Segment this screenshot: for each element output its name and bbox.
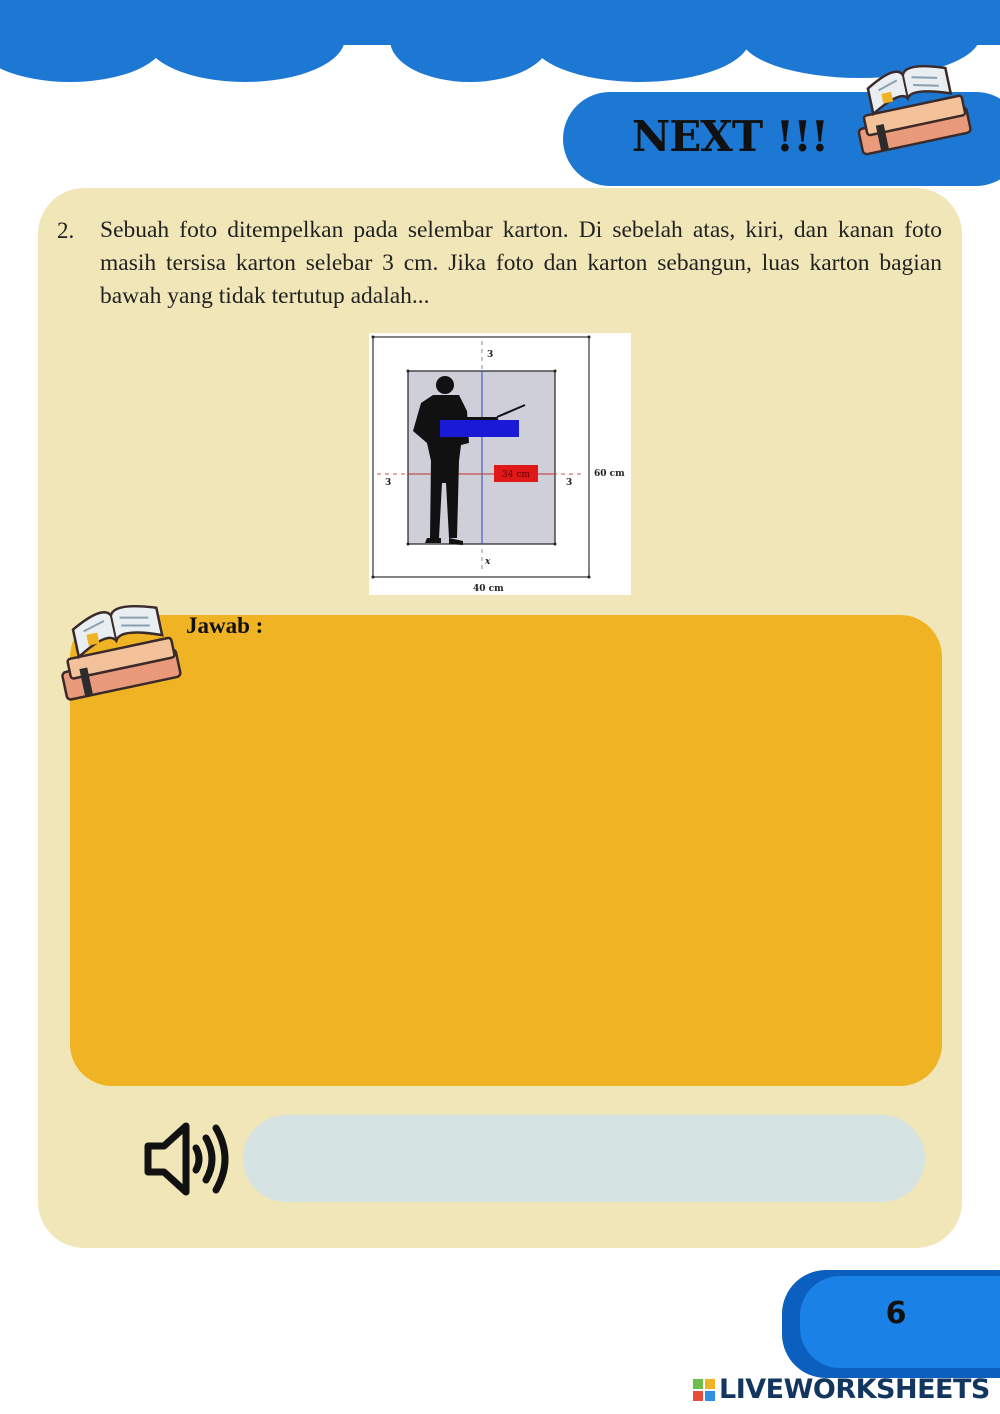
audio-player-bar[interactable] xyxy=(243,1115,925,1202)
answer-input-area[interactable] xyxy=(70,615,942,1086)
liveworksheets-logo-icon xyxy=(692,1378,716,1402)
label-width: 40 cm xyxy=(473,584,504,594)
label-top-gap: 3 xyxy=(487,350,494,360)
liveworksheets-brand: LIVEWORKSHEETS xyxy=(719,1374,990,1405)
label-height: 60 cm xyxy=(594,469,625,479)
label-right-gap: 3 xyxy=(566,478,573,488)
question-text: Sebuah foto ditempelkan pada selembar karton. Di sebelah atas, kiri, dan kanan foto masih tersisa karton selebar 3 cm. Jika foto dan karton sebangun, luas karton bagian bawah yang tidak tertutup adalah... xyxy=(100,217,942,309)
answer-label: Jawab : xyxy=(186,613,264,638)
page-number: 6 xyxy=(885,1296,907,1331)
label-bottom-gap: x xyxy=(485,557,491,567)
question-number: 2. xyxy=(57,218,75,243)
next-badge-text: NEXT !!! xyxy=(631,112,829,161)
label-left-gap: 3 xyxy=(385,478,392,488)
red-box-label: 34 cm xyxy=(502,470,530,480)
book-icon xyxy=(845,58,980,163)
photo-on-cardboard-figure xyxy=(369,333,631,595)
book-icon xyxy=(50,598,195,708)
speaker-icon[interactable] xyxy=(140,1118,236,1200)
blue-box xyxy=(440,420,519,437)
